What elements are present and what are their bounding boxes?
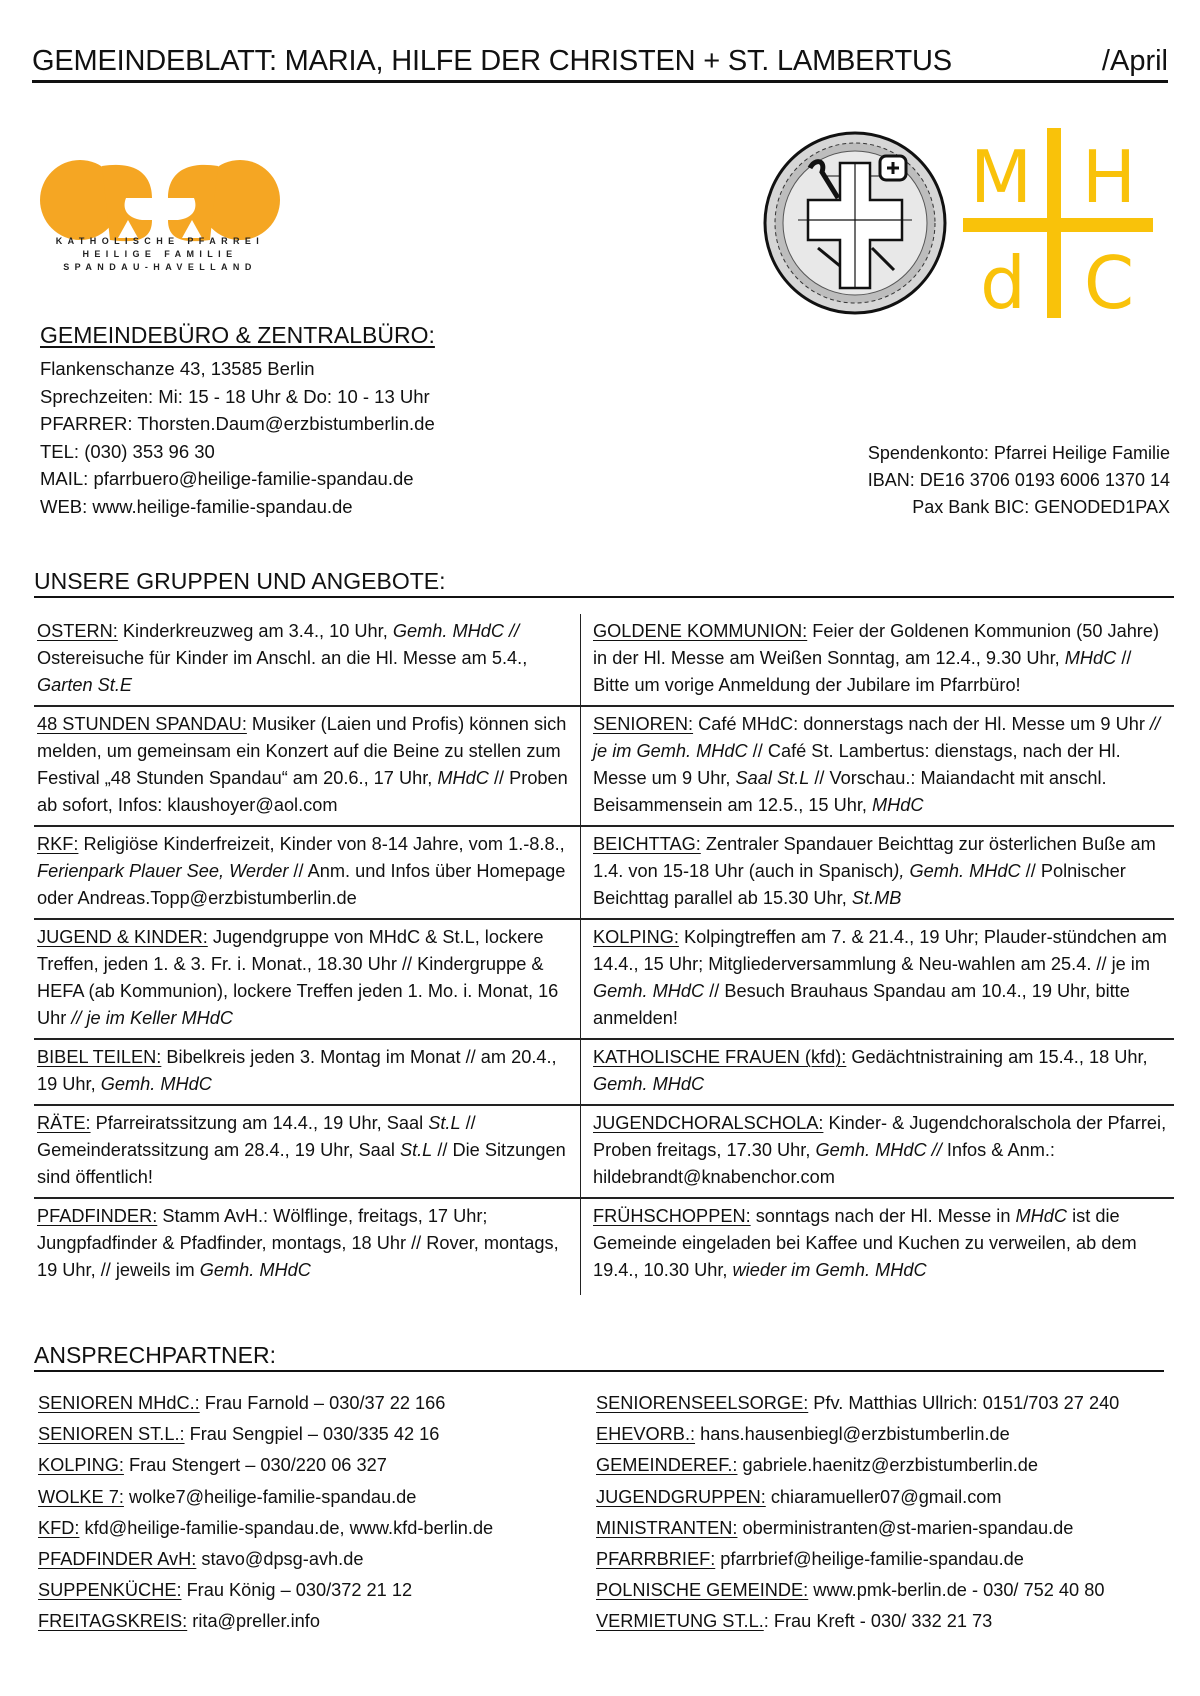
group-location: MHdC <box>1015 1206 1068 1226</box>
group-row <box>34 707 1174 827</box>
group-location: Gemh. MHdC // <box>815 1140 942 1160</box>
group-text: sonntags nach der Hl. Messe in <box>750 1206 1016 1226</box>
contact-value: : Frau Kreft - 030/ 332 21 73 <box>763 1611 993 1632</box>
group-label: KATHOLISCHE FRAUEN (kfd): <box>593 1047 847 1067</box>
donation-bic: Pax Bank BIC: GENODED1PAX <box>912 497 1170 517</box>
group-label: PFADFINDER: <box>37 1206 158 1226</box>
group-label: GOLDENE KOMMUNION: <box>593 621 808 641</box>
group-entry-right <box>581 707 1174 825</box>
group-row <box>34 920 1174 1040</box>
contact-label: EHEVORB.: <box>596 1424 696 1445</box>
group-location: Gemh. MHdC <box>199 1260 311 1280</box>
group-text: Religiöse Kinderfreizeit, Kinder von 8-14 Jahre, vom 1.-8.8., <box>78 834 565 854</box>
contact-value: www.pmk-berlin.de - 030/ 752 40 80 <box>808 1580 1105 1601</box>
group-text: Ostereisuche für Kinder im Anschl. an die Hl. Messe am 5.4., <box>37 648 528 668</box>
office-website: WEB: www.heilige-familie-spandau.de <box>40 495 353 517</box>
group-entry-left <box>34 1106 581 1197</box>
group-label: BIBEL TEILEN: <box>37 1047 162 1067</box>
group-text: Kinder- & Jugendchoralschola der Pfarrei, Proben freitags, 17.30 Uhr, <box>593 1113 1167 1160</box>
group-entry-right <box>581 1106 1174 1197</box>
group-label: RKF: <box>37 834 79 854</box>
contact-value: hans.hausenbiegl@erzbistumberlin.de <box>695 1424 1010 1445</box>
office-email: MAIL: pfarrbuero@heilige-familie-spandau.de <box>40 468 414 489</box>
contact-label: VERMIETUNG ST.L. <box>596 1611 764 1632</box>
contact-label: WOLKE 7: <box>38 1486 124 1507</box>
donation-account: Spendenkonto: Pfarrei Heilige Familie <box>867 443 1170 463</box>
contact-value: Frau König – 030/372 21 12 <box>181 1580 413 1601</box>
contact-item <box>596 1388 1186 1419</box>
contact-item <box>38 1419 598 1450</box>
group-label: BEICHTTAG: <box>593 834 701 854</box>
group-text: // Bitte um vorige Anmeldung der Jubilare im Pfarrbüro! <box>593 648 1132 695</box>
office-heading: GEMEINDEBÜRO & ZENTRALBÜRO: <box>40 322 435 348</box>
group-text: Pfarreiratssitzung am 14.4., 19 Uhr, Saal <box>90 1113 429 1133</box>
contact-label: KOLPING: <box>38 1455 124 1476</box>
mhdc-letter-m: M <box>969 135 1033 219</box>
contact-item <box>38 1606 598 1637</box>
contact-label: SENIOREN ST.L.: <box>38 1424 185 1445</box>
group-text: Musiker (Laien und Profis) können sich melden, um gemeinsam ein Konzert auf die Beine zu stellen zum Festival „48 Stunden Spandau“ am 20.6., 17 Uhr, <box>37 714 567 788</box>
contact-item <box>596 1606 1186 1637</box>
group-location: Ferienpark Plauer See, Werder <box>37 861 289 881</box>
contact-label: PFADFINDER AvH: <box>38 1549 197 1570</box>
groups-heading: UNSERE GRUPPEN UND ANGEBOTE: <box>34 568 1174 598</box>
group-entry-left <box>34 920 581 1038</box>
contact-value: Frau Sengpiel – 030/335 42 16 <box>184 1424 440 1445</box>
group-row <box>34 614 1174 707</box>
contact-label: SENIOREN MHdC.: <box>38 1393 200 1413</box>
contact-label: SUPPENKÜCHE: <box>38 1580 182 1601</box>
group-text: Café MHdC: donnerstags nach der Hl. Messe um 9 Uhr <box>693 714 1150 734</box>
group-text: ist die Gemeinde eingeladen bei Kaffee und Kuchen zu verweilen, ab dem 19.4., 10.30 Uhr, <box>593 1206 1137 1280</box>
office-pastor-email: PFARRER: Thorsten.Daum@erzbistumberlin.de <box>40 413 435 434</box>
group-text: // Die Sitzungen sind öffentlich! <box>37 1140 566 1187</box>
group-label: RÄTE: <box>37 1113 91 1133</box>
group-location: Saal St.L <box>735 768 810 788</box>
contact-value: oberministranten@st-marien-spandau.de <box>737 1517 1074 1538</box>
group-label: KOLPING: <box>593 927 679 947</box>
group-text: Zentraler Spandauer Beichttag zur österlichen Buße am 1.4. von 15-18 Uhr (auch in Spanisch <box>593 834 1156 881</box>
contact-item <box>596 1482 1186 1513</box>
contact-label: GEMEINDEREF.: <box>596 1455 738 1476</box>
group-row <box>34 1106 1174 1199</box>
group-location: St.MB <box>851 888 902 908</box>
contact-label: KFD: <box>38 1517 80 1538</box>
group-entry-left <box>34 1040 581 1104</box>
contact-value: chiaramueller07@gmail.com <box>765 1486 1002 1507</box>
contacts-right-column <box>596 1388 1186 1638</box>
mhdc-letter-h: H <box>1081 135 1137 219</box>
mhdc-cross-logo-icon <box>963 128 1153 318</box>
parish-logo-line-3: SPANDAU-HAVELLAND <box>63 262 257 272</box>
contact-value: stavo@dpsg-avh.de <box>196 1549 364 1570</box>
group-location: Gemh. MHdC <box>100 1074 212 1094</box>
contact-item <box>38 1388 598 1419</box>
group-location: // je im Gemh. MHdC <box>593 714 1161 761</box>
group-location: MHdC <box>437 768 489 788</box>
group-entry-left <box>34 614 581 705</box>
group-label: FRÜHSCHOPPEN: <box>593 1206 751 1226</box>
group-entry-left <box>34 707 581 825</box>
contact-item <box>38 1482 598 1513</box>
group-location: Garten St.E <box>37 675 133 695</box>
parish-logo <box>40 158 280 288</box>
parish-logo-line-2: HEILIGE FAMILIE <box>82 249 238 259</box>
mhdc-letter-d: d <box>980 241 1026 318</box>
group-location: // je im Keller MHdC <box>71 1008 234 1028</box>
group-text: Gedächtnistraining am 15.4., 18 Uhr, <box>846 1047 1148 1067</box>
contact-value: rita@preller.info <box>187 1611 320 1632</box>
contact-item <box>38 1513 598 1544</box>
group-text: Bibelkreis jeden 3. Montag im Monat // am 20.4., 19 Uhr, <box>37 1047 557 1094</box>
contact-value: kfd@heilige-familie-spandau.de, www.kfd-berlin.de <box>79 1517 494 1538</box>
group-text: // Polnischer Beichttag parallel ab 15.30 Uhr, <box>593 861 1126 908</box>
contact-item <box>596 1419 1186 1450</box>
group-entry-left <box>34 1199 581 1295</box>
group-location: wieder im Gemh. MHdC <box>732 1260 927 1280</box>
contact-label: POLNISCHE GEMEINDE: <box>596 1580 809 1601</box>
office-address: Flankenschanze 43, 13585 Berlin <box>40 358 315 379</box>
office-info <box>40 322 600 520</box>
contact-item <box>38 1544 598 1575</box>
group-entry-right <box>581 920 1174 1038</box>
groups-table <box>34 614 1174 1295</box>
contact-value: pfarrbrief@heilige-familie-spandau.de <box>715 1549 1024 1570</box>
donation-info <box>700 440 1170 521</box>
contact-item <box>596 1450 1186 1481</box>
group-label: SENIOREN: <box>593 714 694 734</box>
group-location: Gemh. MHdC <box>593 1074 705 1094</box>
office-phone: TEL: (030) 353 96 30 <box>40 440 215 462</box>
office-hours: Sprechzeiten: Mi: 15 - 18 Uhr & Do: 10 - 13 Uhr <box>40 385 430 407</box>
contact-item <box>596 1575 1186 1606</box>
group-text: // Vorschau.: Maiandacht mit anschl. Beisammensein am 12.5., 15 Uhr, <box>593 768 1107 815</box>
contact-item <box>596 1544 1186 1575</box>
mhdc-letter-c: C <box>1083 241 1135 318</box>
contact-item <box>38 1450 598 1481</box>
group-text: // Proben ab sofort, Infos: klaushoyer@aol.com <box>37 768 568 815</box>
group-row <box>34 1199 1174 1295</box>
group-text: // Gemeinderatssitzung am 28.4., 19 Uhr, Saal <box>37 1113 476 1160</box>
group-text: // Besuch Brauhaus Spandau am 10.4., 19 Uhr, bitte anmelden! <box>593 981 1130 1028</box>
group-label: 48 STUNDEN SPANDAU: <box>37 714 247 734</box>
group-location: ), Gemh. MHdC <box>893 861 1021 881</box>
group-entry-right <box>581 827 1174 918</box>
contact-value: Frau Stengert – 030/220 06 327 <box>123 1455 387 1476</box>
group-label: JUGENDCHORALSCHOLA: <box>593 1113 824 1133</box>
group-text: Feier der Goldenen Kommunion (50 Jahre) in der Hl. Messe am Weißen Sonntag, am 12.4., 9.30 Uhr, <box>593 621 1160 668</box>
group-row <box>34 827 1174 920</box>
donation-iban: IBAN: DE16 3706 0193 6006 1370 14 <box>867 470 1170 490</box>
contact-item <box>596 1513 1186 1544</box>
group-entry-right <box>581 614 1174 705</box>
cross-seal-icon <box>760 128 950 318</box>
contact-label: JUGENDGRUPPEN: <box>596 1486 766 1507</box>
contacts-left-column <box>38 1388 598 1638</box>
group-location: St.L <box>428 1113 461 1133</box>
group-row <box>34 1040 1174 1106</box>
mhdc-logo <box>963 128 1153 318</box>
group-entry-left <box>34 827 581 918</box>
group-location: Gemh. MHdC <box>593 981 705 1001</box>
contact-value: wolke7@heilige-familie-spandau.de <box>123 1486 417 1507</box>
group-entry-right <box>581 1199 1174 1295</box>
group-label: JUGEND & KINDER: <box>37 927 208 947</box>
group-text: Kinderkreuzweg am 3.4., 10 Uhr, <box>117 621 393 641</box>
contacts-heading: ANSPRECHPARTNER: <box>34 1342 1164 1372</box>
contact-label: FREITAGSKREIS: <box>38 1611 188 1632</box>
group-label: OSTERN: <box>37 621 118 641</box>
group-location: MHdC <box>1064 648 1117 668</box>
contact-value: Pfv. Matthias Ullrich: 0151/703 27 240 <box>808 1393 1120 1413</box>
group-text: // Anm. und Infos über Homepage oder Andreas.Topp@erzbistumberlin.de <box>37 861 566 908</box>
st-lambertus-seal <box>760 128 950 318</box>
contact-value: gabriele.haenitz@erzbistumberlin.de <box>737 1455 1039 1476</box>
group-text: // Café St. Lambertus: dienstags, nach der Hl. Messe um 9 Uhr, <box>593 741 1121 788</box>
contact-label: MINISTRANTEN: <box>596 1517 738 1538</box>
contact-label: SENIORENSEELSORGE: <box>596 1393 809 1413</box>
group-text: Jugendgruppe von MHdC & St.L, lockere Treffen, jeden 1. & 3. Fr. i. Monat., 18.30 Uhr // Kindergruppe & HEFA (ab Kommunion), lockere Treffen jeden 1. Mo. i. Monat, 16 Uhr <box>37 927 559 1028</box>
contact-label: PFARRBRIEF: <box>596 1549 716 1570</box>
contact-item <box>38 1575 598 1606</box>
document-header <box>32 40 1168 83</box>
group-text: Stamm AvH.: Wölflinge, freitags, 17 Uhr; Jungpfadfinder & Pfadfinder, montags, 18 Uhr // Rover, montags, 19 Uhr, // jeweils im <box>37 1206 559 1280</box>
group-entry-right <box>581 1040 1174 1104</box>
group-text: Kolpingtreffen am 7. & 21.4., 19 Uhr; Plauder-stündchen am 14.4., 15 Uhr; Mitgliederversammlung & Neu-wahlen am 25.4. // je im <box>593 927 1167 974</box>
contact-value: Frau Farnold – 030/37 22 166 <box>199 1393 446 1413</box>
parish-logo-line-1: KATHOLISCHE PFARREI <box>55 236 265 246</box>
group-location: Gemh. MHdC // <box>392 621 520 641</box>
document-title: GEMEINDEBLATT: MARIA, HILFE DER CHRISTEN + ST. LAMBERTUS <box>32 45 952 77</box>
document-month: /April <box>1101 45 1168 77</box>
group-location: MHdC <box>872 795 924 815</box>
group-location: St.L <box>399 1140 433 1160</box>
group-text: Infos & Anm.: hildebrandt@knabenchor.com <box>593 1140 1055 1187</box>
